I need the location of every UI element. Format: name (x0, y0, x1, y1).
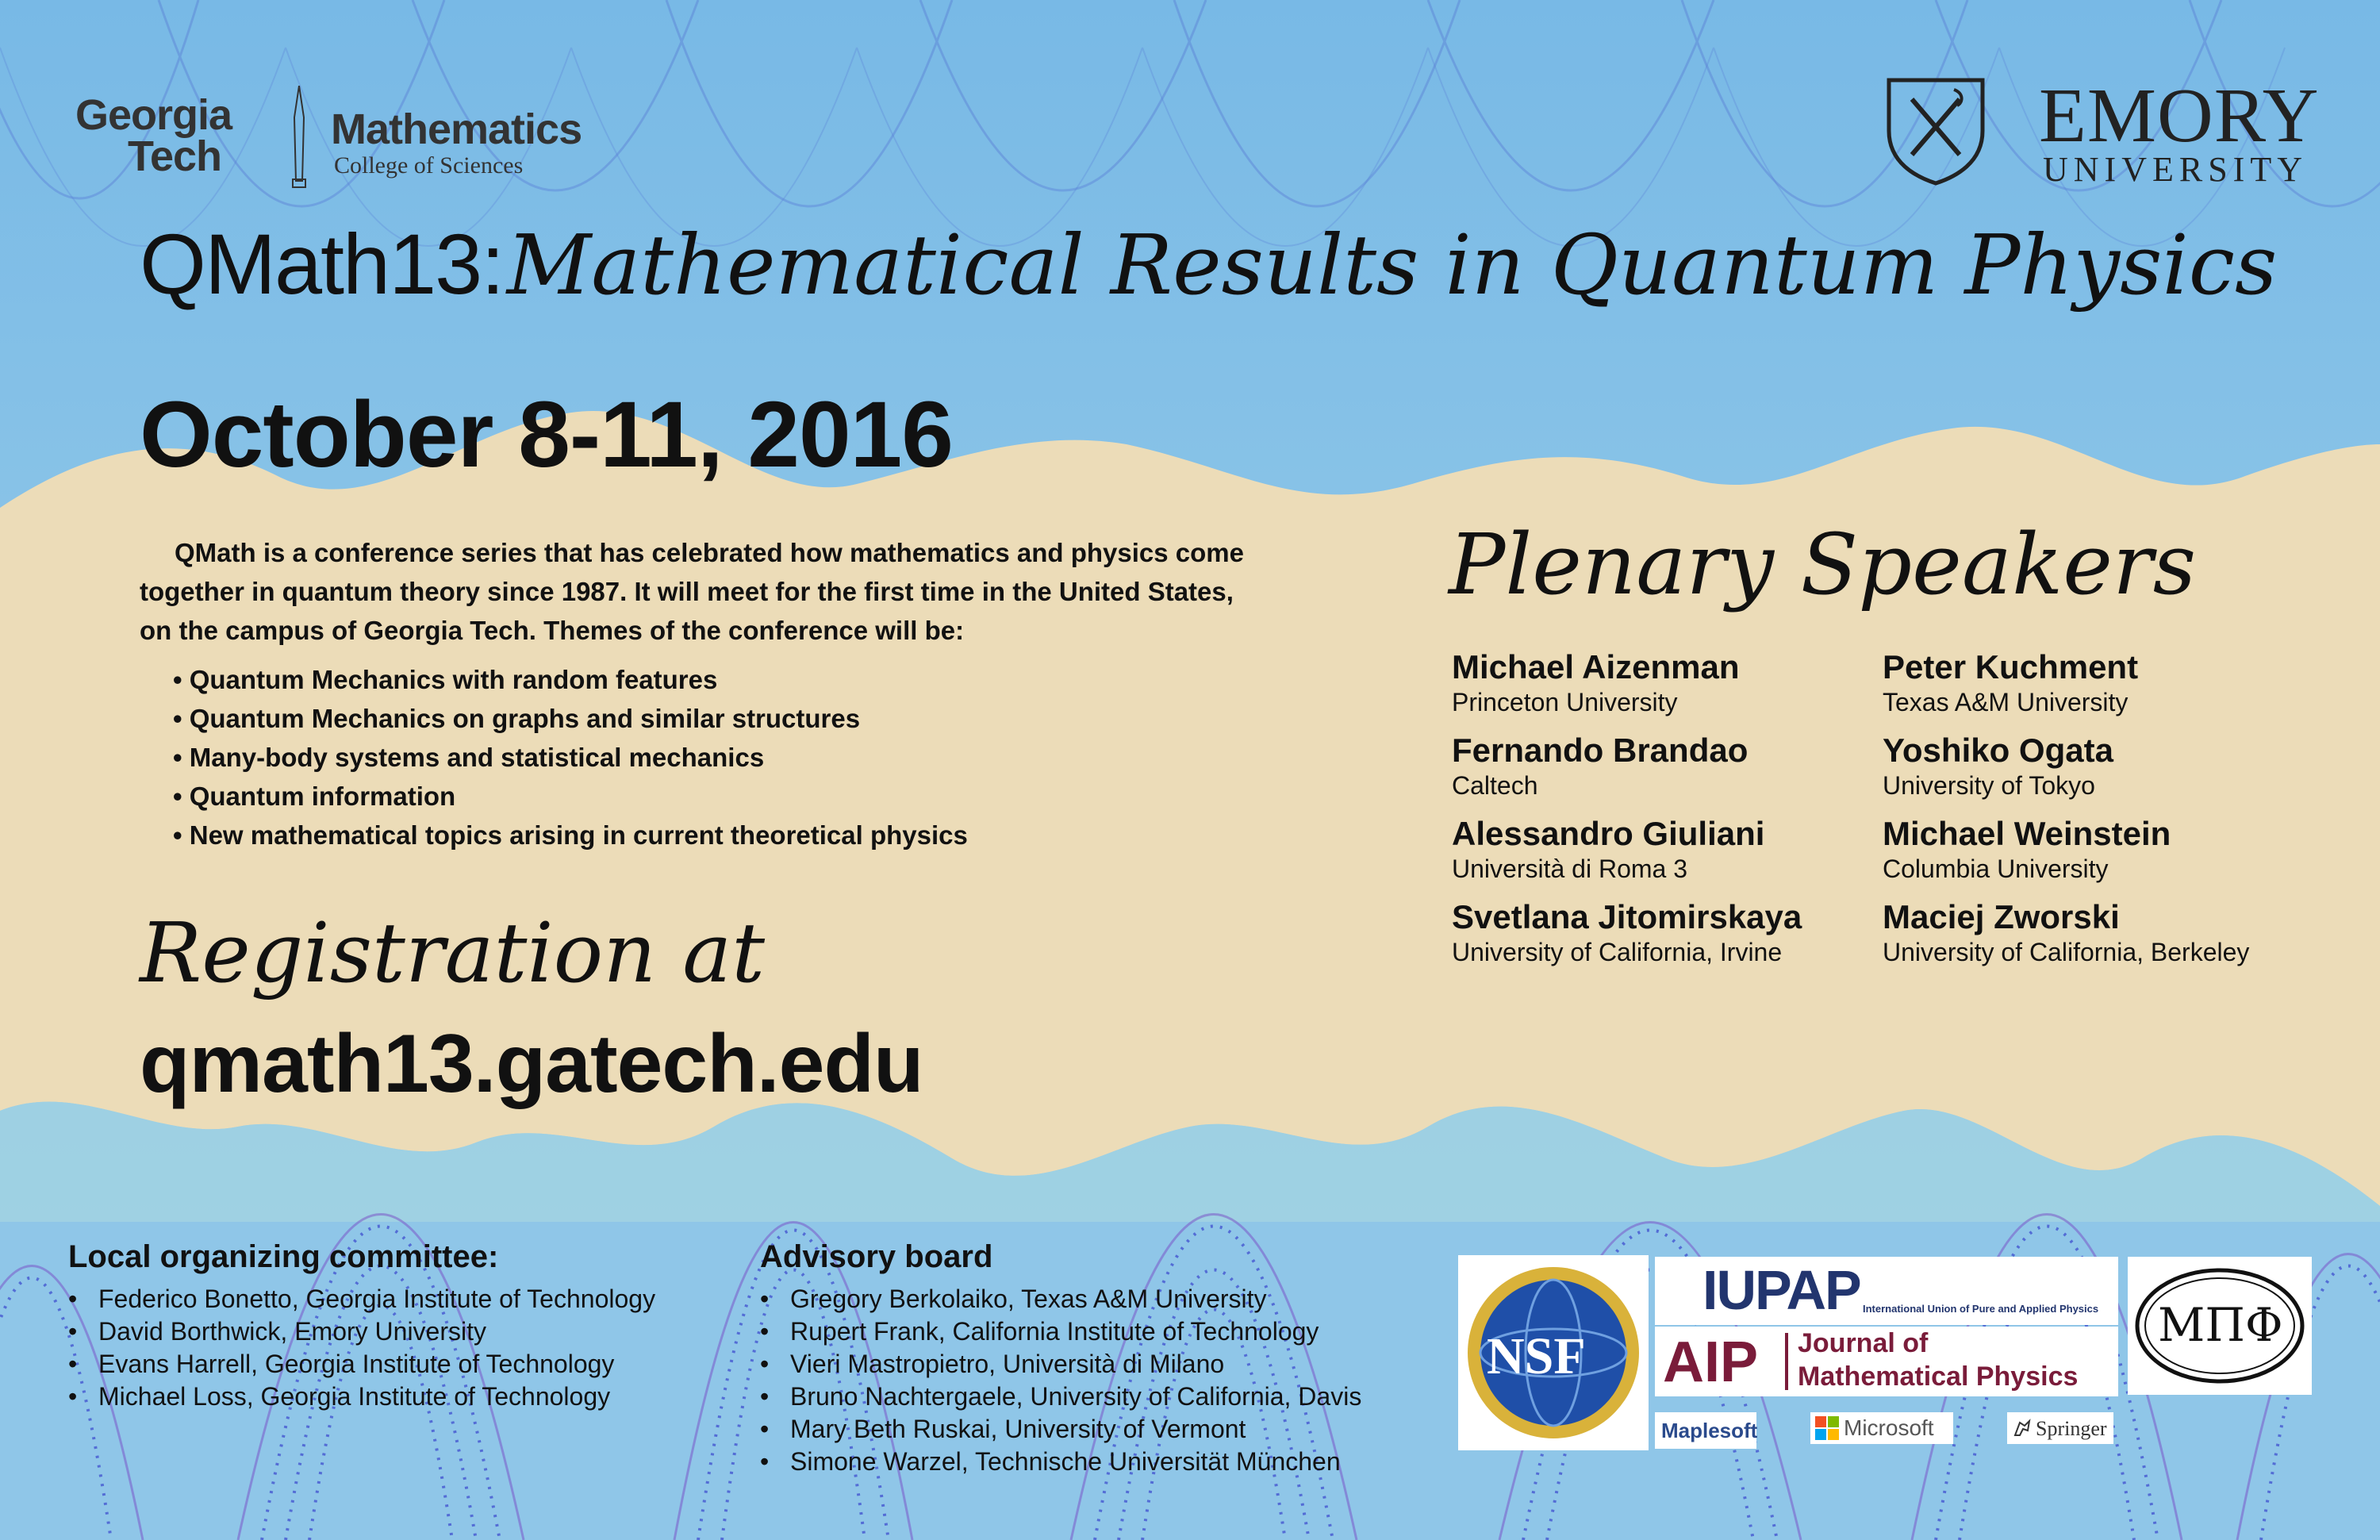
emory-subtitle: UNIVERSITY (2043, 150, 2308, 189)
committee-member: • Evans Harrell, Georgia Institute of Technology (68, 1348, 655, 1381)
speaker-name: Fernando Brandao (1452, 732, 1749, 769)
gt-logo-line1: Georgia (75, 91, 232, 139)
theme-item: • Many-body systems and statistical mechanics (173, 738, 1284, 777)
registration-label: Registration at (140, 904, 766, 1001)
speaker-affiliation: Università di Roma 3 (1452, 854, 1687, 883)
mpf-logo (2128, 1257, 2312, 1395)
speaker-entry (1452, 647, 1896, 717)
aip-divider (1785, 1333, 1788, 1390)
speaker-name: Yoshiko Ogata (1883, 732, 2113, 769)
speaker-affiliation: Texas A&M University (1883, 688, 2129, 716)
speaker-affiliation: University of Tokyo (1883, 771, 2095, 800)
plenary-speakers-title: Plenary Speakers (1449, 516, 2197, 613)
advisory-board (760, 1239, 1361, 1478)
tech-tower-icon (283, 86, 315, 189)
aip-jmp-logo (1655, 1327, 2118, 1396)
mpf-text: MΠΦ (2158, 1298, 2283, 1352)
emory-name: EMORY (2039, 73, 2320, 159)
committee-member: • Federico Bonetto, Georgia Institute of Technology (68, 1283, 655, 1315)
theme-item: • New mathematical topics arising in current theoretical physics (173, 816, 1284, 854)
theme-item: • Quantum Mechanics with random features (173, 660, 1284, 699)
speaker-entry (1452, 731, 1896, 801)
georgia-tech-mathematics-logo (75, 86, 678, 189)
local-committee (68, 1239, 655, 1413)
nsf-text: NSF (1487, 1327, 1586, 1385)
emory-university-logo (1884, 71, 2320, 190)
title-prefix: QMath13: (140, 216, 504, 312)
board-member: • Gregory Berkolaiko, Texas A&M University (760, 1283, 1361, 1315)
committee-member: • Michael Loss, Georgia Institute of Technology (68, 1381, 655, 1413)
speaker-entry (1883, 647, 2327, 717)
speaker-affiliation: Caltech (1452, 771, 1538, 800)
board-member: • Vieri Mastropietro, Università di Milano (760, 1348, 1361, 1381)
iupap-text: IUPAP (1702, 1259, 1860, 1321)
title-main: Mathematical Results in Quantum Physics (506, 217, 2278, 313)
speaker-affiliation: University of California, Berkeley (1883, 938, 2250, 966)
speaker-name: Michael Weinstein (1883, 815, 2171, 852)
gt-logo-line2: Tech (128, 132, 222, 180)
iupap-logo (1655, 1257, 2118, 1325)
conference-title (140, 214, 2277, 313)
maplesoft-text: Maplesoft (1661, 1419, 1758, 1442)
speaker-entry (1883, 731, 2327, 801)
advisory-board-list (760, 1283, 1361, 1478)
speaker-entry (1452, 897, 1896, 967)
local-committee-title: Local organizing committee: (68, 1239, 499, 1274)
speaker-affiliation: Princeton University (1452, 688, 1678, 716)
theme-item: • Quantum information (173, 777, 1284, 816)
speaker-entry (1883, 897, 2327, 967)
aip-journal-line1: Journal of (1798, 1328, 1929, 1358)
maplesoft-logo (1655, 1412, 1756, 1449)
emory-shield-icon (1884, 75, 1987, 186)
microsoft-windows-icon (1815, 1416, 1839, 1440)
speaker-name: Svetlana Jitomirskaya (1452, 898, 1802, 935)
speaker-name: Maciej Zworski (1883, 898, 2120, 935)
microsoft-text: Microsoft (1844, 1415, 1934, 1440)
registration-url[interactable]: qmath13.gatech.edu (140, 1018, 923, 1110)
speaker-affiliation: University of California, Irvine (1452, 938, 1783, 966)
committee-member: • David Borthwick, Emory University (68, 1315, 655, 1348)
springer-horse-icon (2012, 1418, 2033, 1438)
gt-college: College of Sciences (334, 152, 524, 179)
conference-date: October 8-11, 2016 (140, 382, 953, 487)
theme-item: • Quantum Mechanics on graphs and similar structures (173, 699, 1284, 738)
aip-journal-line2: Mathematical Physics (1798, 1361, 2079, 1392)
board-member: • Rupert Frank, California Institute of Technology (760, 1315, 1361, 1348)
intro-paragraph: QMath is a conference series that has celebrated how mathematics and physics come together in quantum theory since 1987. It will meet for the first time in the United States, on the campus of Georgia Tech. Themes of the conference will be: (140, 538, 1244, 645)
themes-list (173, 660, 1284, 854)
aip-text: AIP (1663, 1331, 1759, 1394)
board-member: • Bruno Nachtergaele, University of California, Davis (760, 1381, 1361, 1413)
local-committee-list (68, 1283, 655, 1413)
speaker-name: Alessandro Giuliani (1452, 815, 1765, 852)
advisory-board-title: Advisory board (760, 1239, 993, 1274)
board-member: • Simone Warzel, Technische Universität München (760, 1446, 1361, 1478)
iupap-fullname: International Union of Pure and Applied Physics (1863, 1303, 2099, 1315)
speaker-affiliation: Columbia University (1883, 854, 2109, 883)
speaker-name: Peter Kuchment (1883, 648, 2139, 686)
speaker-entry (1883, 814, 2327, 884)
gt-department: Mathematics (331, 106, 582, 153)
speaker-entry (1452, 814, 1896, 884)
springer-text: Springer (2036, 1417, 2107, 1440)
nsf-logo (1458, 1255, 1649, 1450)
springer-logo (2007, 1412, 2113, 1444)
board-member: • Mary Beth Ruskai, University of Vermont (760, 1413, 1361, 1446)
microsoft-logo (1810, 1412, 1953, 1444)
speaker-name: Michael Aizenman (1452, 648, 1740, 686)
